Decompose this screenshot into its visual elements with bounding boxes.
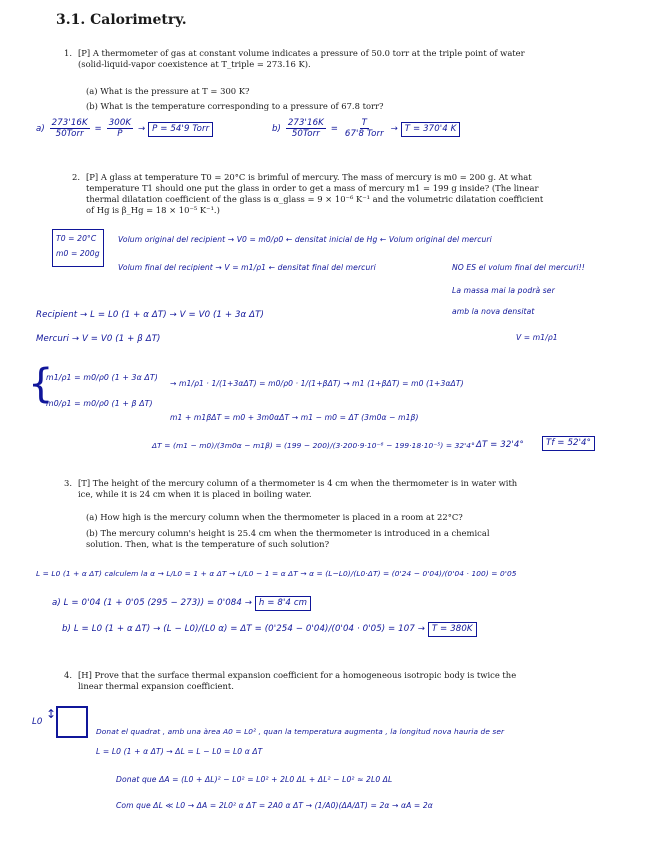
question-3a: (a) How high is the mercury column when the thermometer is placed in a room at 22°C? (86, 512, 463, 522)
problem-number: 1. (64, 48, 72, 58)
fraction: $\frac{273'16K}{\text{50Torr}}$ (51, 118, 88, 139)
handwritten-2-note1: NO ES el volum final del mercuri!! (452, 263, 585, 272)
problem-number: 3. (64, 478, 72, 488)
handwritten-4-line3: Donat que ΔA = (L0 + ΔL)² − L0² = L0² + 2L0 ΔL + ΔL² − L0² ≈ 2L0 ΔL (116, 775, 393, 784)
handwritten-2-line2: Volum final del recipient → V = m1/ρ1 ← densitat final del mercuri (118, 263, 376, 272)
problem-number: 4. (64, 670, 72, 680)
problem-number: 2. (72, 172, 80, 182)
handwritten-2-note2: La massa mai la podrà ser (452, 286, 555, 295)
answer-box-2: Tf = 52'4° (542, 436, 595, 451)
square-figure (56, 706, 88, 738)
handwritten-3a: a) L = 0'04 (1 + 0'05 (295 − 273)) = 0'084 → h = 8'4 cm (52, 596, 311, 611)
handwritten-2-note3: amb la nova densitat (452, 307, 535, 316)
handwritten-2-sys1: m1/ρ1 = m0/ρ0 (1 + 3α ΔT) (46, 373, 158, 382)
problem-3 (64, 478, 534, 502)
problem-4 (64, 670, 534, 694)
handwritten-2-mercuri: Mercuri → V = V0 (1 + β ΔT) (36, 334, 161, 344)
system-brace: { (28, 361, 54, 407)
handwritten-2-step1: → m1/ρ1 · 1/(1+3αΔT) = m0/ρ0 · 1/(1+βΔT) → m1 (1+βΔT) = m0 (1+3αΔT) (170, 379, 464, 388)
answer-box: P = 54'9 Torr (148, 122, 213, 137)
problem-2 (72, 172, 548, 220)
answer-box: T = 380K (428, 622, 477, 637)
handwritten-3b: b) L = L0 (1 + α ΔT) → (L − L0)/(L0 α) = ΔT = (0'254 − 0'04)/(0'04 · 0'05) = 107 → T = 380K (62, 622, 477, 637)
handwritten-4-line1: Donat el quadrat , amb una àrea A0 = L0² , quan la temperatura augmenta , la longitud nova hauria de ser (96, 727, 505, 736)
fraction: $\frac{300K}{P}$ (108, 118, 132, 139)
section-title: 3.1. Calorimetry. (56, 12, 187, 28)
handwritten-2-line1: Volum original del recipient → V0 = m0/ρ0 ← densitat inicial de Hg ← Volum original del mercuri (118, 235, 492, 244)
problem-statement: [P] A glass at temperature T0 = 20°C is brimful of mercury. The mass of mercury is m0 = 200 g. At what temperature T1 should one put the glass in order to get a mass of mercury m1 = 199 g inside? (The linear thermal dilatation coefficient of the glass is α_glass = 9 × 10⁻⁶ K⁻¹ and the volumetric dilatation coefficient of Hg is β_Hg = 18 × 10⁻⁵ K⁻¹.) (86, 172, 544, 215)
question-3b: (b) The mercury column's height is 25.4 cm when the thermometer is introduced in a chemical solution. Then, what is the temperature of such solution? (86, 528, 490, 549)
handwritten-2-recipient: Recipient → L = L0 (1 + α ΔT) → V = V0 (1 + 3α ΔT) (36, 310, 264, 320)
problem-statement: [P] A thermometer of gas at constant volume indicates a pressure of 50.0 torr at the triple point of water (solid-liquid-vapor coexistence at T_triple = 273.16 K). (78, 48, 525, 69)
answer-box: h = 8'4 cm (255, 596, 311, 611)
problem-statement: [T] The height of the mercury column of a thermometer is 4 cm when the thermometer is in water with ice, while it is 24 cm when it is placed in boiling water. (78, 478, 518, 499)
part-label: b) (272, 124, 282, 134)
handwritten-4-line2: L = L0 (1 + α ΔT) → ΔL = L − L0 = L0 α ΔT (96, 747, 263, 756)
answer-box: T = 370'4 K (401, 122, 461, 137)
fraction: $\frac{T}{\text{67'8 Torr}}$ (344, 118, 384, 139)
handwritten-2-step2: m1 + m1βΔT = m0 + 3m0αΔT → m1 − m0 = ΔT (3m0α − m1β) (170, 413, 419, 422)
given-m0: m0 = 200g (56, 249, 100, 258)
handwritten-1a: a) $\frac{273'16K}{\text{50Torr}}$ = $\frac{300K}{P}$ → P = 54'9 Torr (36, 118, 213, 139)
handwritten-2-dt: ΔT = 32'4° (476, 440, 524, 450)
up-arrow-icon: ↕ (46, 707, 57, 721)
given-t0: T0 = 20°C (56, 234, 97, 243)
handwritten-3-line1: L = L0 (1 + α ΔT) calculem la α → L/L0 = 1 + α ΔT → L/L0 − 1 = α ΔT → α = (L−L0)/(L0·ΔT) = (0'24 − 0'04)/(0'04 · 100) = 0'05 (36, 569, 517, 578)
handwritten-1b: b) $\frac{273'16K}{\text{50Torr}}$ = $\frac{T}{\text{67'8 Torr}}$ → T = 370'4 K (272, 118, 460, 139)
question-1a: (a) What is the pressure at T = 300 K? (86, 86, 250, 96)
handwritten-2-note4: V = m1/ρ1 (516, 333, 558, 342)
fraction: $\frac{273'16K}{\text{50Torr}}$ (287, 118, 324, 139)
handwritten-4-line4: Com que ΔL ≪ L0 → ΔA = 2L0² α ΔT = 2A0 α ΔT → (1/A0)(ΔA/ΔT) = 2α → αA = 2α (116, 801, 433, 810)
problem-1 (64, 48, 544, 72)
length-label: L0 (32, 717, 43, 727)
problem-statement: [H] Prove that the surface thermal expansion coefficient for a homogeneous isotropic body is twice the linear thermal expansion coefficient. (78, 670, 517, 691)
handwritten-2-step3: ΔT = (m1 − m0)/(3m0α − m1β) = (199 − 200)/(3·200·9·10⁻⁶ − 199·18·10⁻⁵) = 32'4° (152, 441, 475, 450)
part-label: a) (36, 124, 45, 134)
question-1b: (b) What is the temperature corresponding to a pressure of 67.8 torr? (86, 101, 384, 111)
handwritten-2-sys2: m0/ρ1 = m0/ρ0 (1 + β ΔT) (46, 399, 153, 408)
